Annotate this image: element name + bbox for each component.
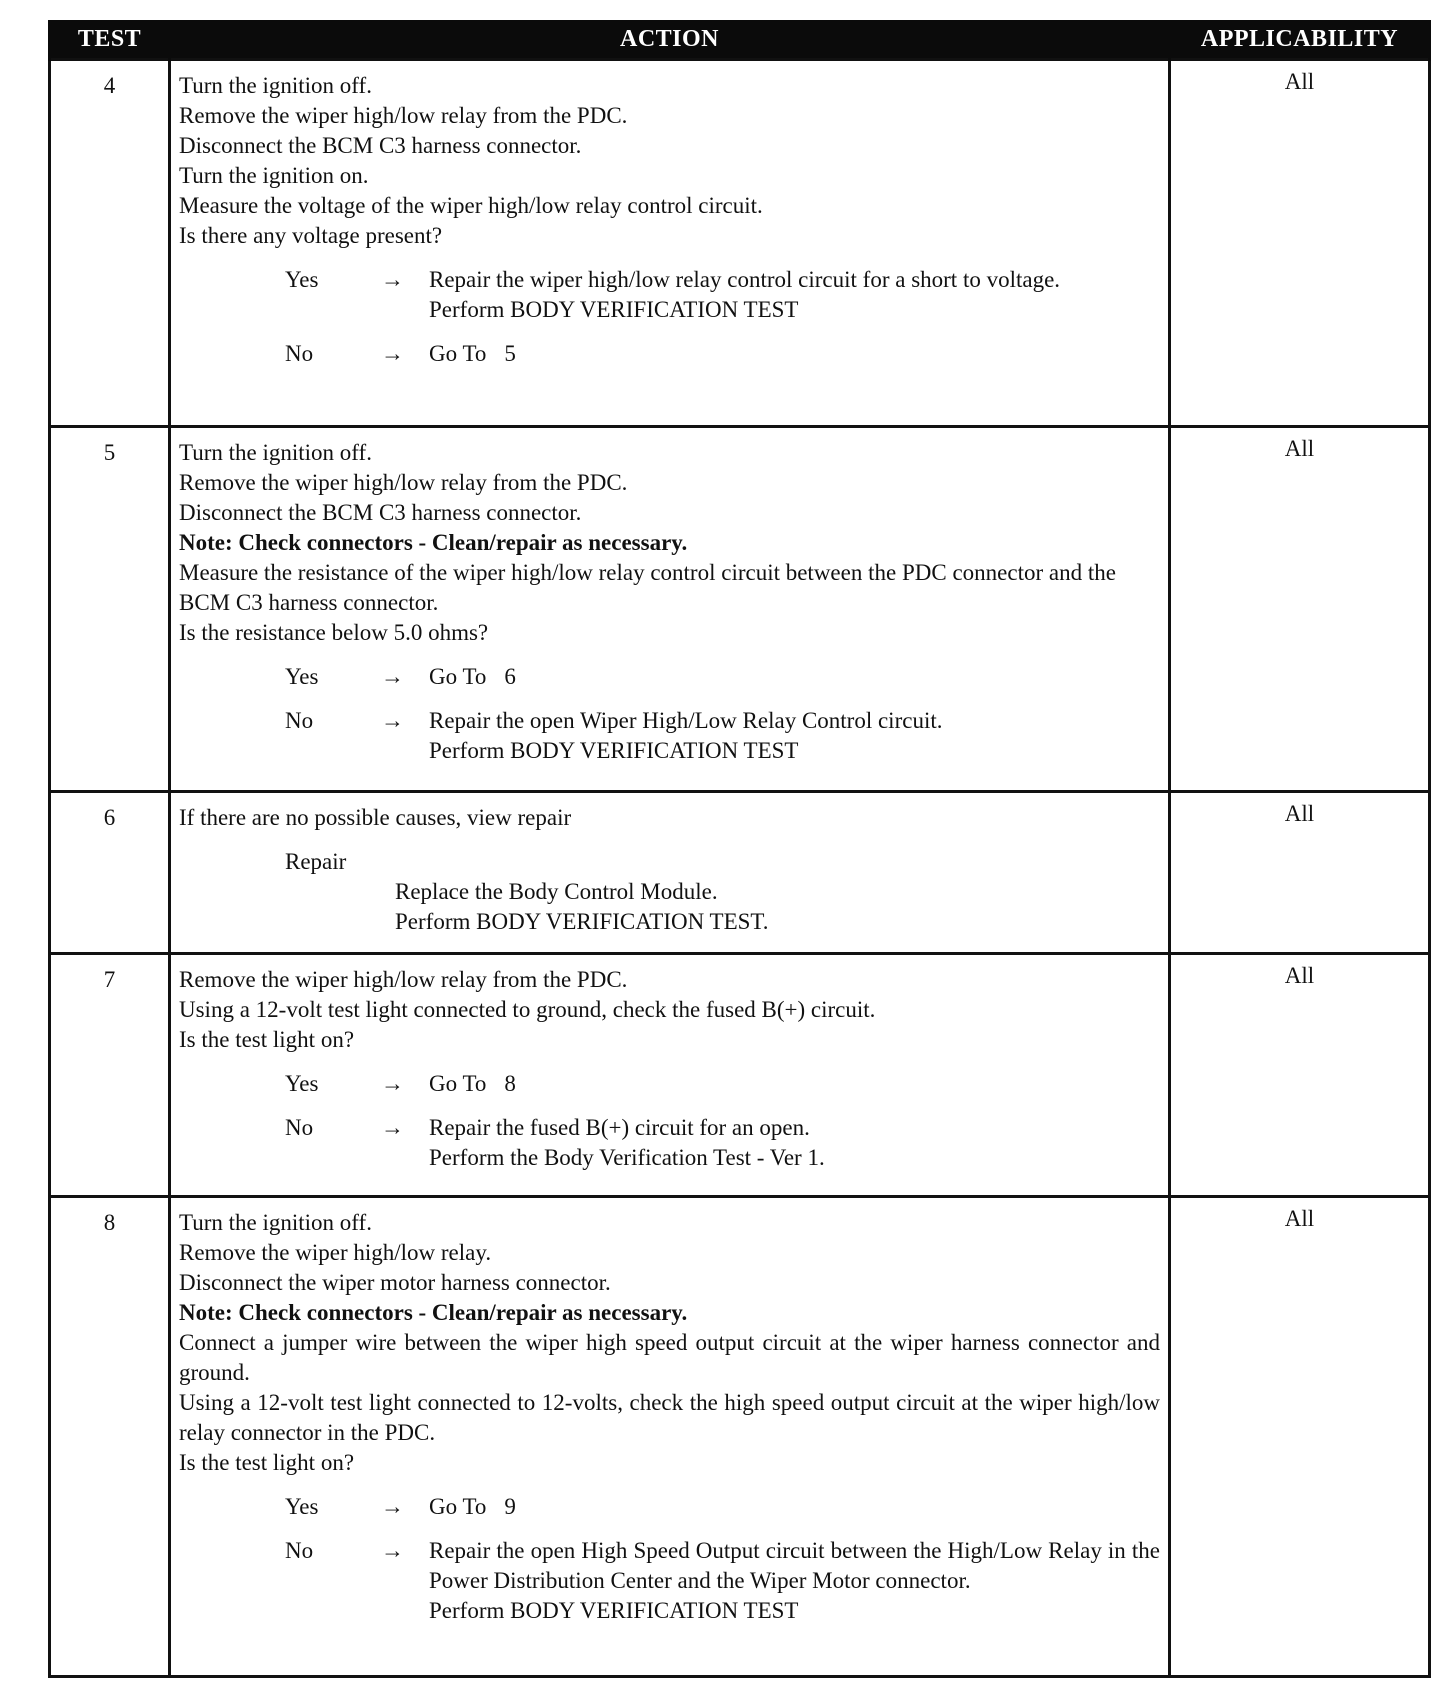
repair-label: Repair: [285, 849, 347, 874]
no-branch: [179, 706, 1160, 766]
action-cell: [170, 792, 1170, 954]
action-note: Note: Check connectors - Clean/repair as necessary.: [179, 530, 688, 555]
branch-text: Repair the open Wiper High/Low Relay Control circuit.: [429, 708, 943, 733]
action-note: Note: Check connectors - Clean/repair as necessary.: [179, 1300, 688, 1325]
action-step: Disconnect the BCM C3 harness connector.: [179, 133, 582, 158]
branch-perform: Perform the Body Verification Test - Ver 1.: [429, 1145, 825, 1170]
branch-label: No: [285, 708, 314, 733]
branch-label: No: [285, 341, 314, 366]
applicability-value: All: [1170, 427, 1430, 792]
branch-body: [429, 706, 1160, 766]
branch-text: Repair the open High Speed Output circuit between the High/Low Relay in the Power Distribution Center and the Wiper Motor connector.: [429, 1538, 1160, 1593]
test-number: 7: [50, 954, 170, 1197]
diagnostic-table-sheet: [48, 20, 1428, 1678]
table-row: [50, 954, 1430, 1197]
action-cell: [170, 1197, 1170, 1677]
yes-branch: [179, 1069, 1160, 1099]
action-cell: [170, 60, 1170, 427]
action-cell: [170, 427, 1170, 792]
goto-number: 5: [504, 341, 516, 366]
branch-body: [429, 1113, 1160, 1173]
no-branch: [179, 1113, 1160, 1173]
action-step: Turn the ignition off.: [179, 73, 372, 98]
branch-text: Repair the wiper high/low relay control circuit for a short to voltage.: [429, 267, 1061, 292]
header-applicability: APPLICABILITY: [1170, 20, 1430, 60]
branch-body: [429, 1492, 1160, 1522]
branch-label: No: [285, 1115, 314, 1140]
goto-number: 6: [504, 664, 516, 689]
action-cell: [170, 954, 1170, 1197]
applicability-value: All: [1170, 954, 1430, 1197]
branch-body: [429, 265, 1160, 325]
table-header-row: [50, 20, 1430, 60]
repair-body: [179, 877, 1160, 937]
header-test: TEST: [50, 20, 170, 60]
branch-text: Repair the fused B(+) circuit for an open.: [429, 1115, 810, 1140]
arrow-icon: →: [381, 267, 404, 292]
action-step: Turn the ignition on.: [179, 163, 369, 188]
action-step: Connect a jumper wire between the wiper high speed output circuit at the wiper harness connector and ground.: [179, 1330, 1160, 1385]
branch-body: [429, 1536, 1160, 1626]
action-step: Using a 12-volt test light connected to 12-volts, check the high speed output circuit at the wiper high/low relay connector in the PDC.: [179, 1390, 1160, 1445]
branch-label: Yes: [285, 1494, 319, 1519]
branch-body: [429, 339, 1160, 369]
applicability-value: All: [1170, 1197, 1430, 1677]
yes-branch: [179, 265, 1160, 325]
test-number: 6: [50, 792, 170, 954]
table-row: [50, 427, 1430, 792]
test-number: 4: [50, 60, 170, 427]
table-row: [50, 1197, 1430, 1677]
test-number: 8: [50, 1197, 170, 1677]
diagnostic-test-table: [48, 20, 1431, 1678]
branch-body: [429, 662, 1160, 692]
applicability-value: All: [1170, 792, 1430, 954]
goto-text: Go To: [429, 664, 487, 689]
no-branch: [179, 1536, 1160, 1626]
arrow-icon: →: [381, 341, 404, 366]
header-action: ACTION: [170, 20, 1170, 60]
action-question: Is there any voltage present?: [179, 223, 443, 248]
action-question: Is the resistance below 5.0 ohms?: [179, 620, 489, 645]
action-step: Remove the wiper high/low relay from the PDC.: [179, 967, 628, 992]
action-question: Is the test light on?: [179, 1027, 355, 1052]
test-number: 5: [50, 427, 170, 792]
branch-perform: Perform BODY VERIFICATION TEST: [429, 738, 799, 763]
arrow-icon: →: [381, 1494, 404, 1519]
action-question: Is the test light on?: [179, 1450, 355, 1475]
arrow-icon: →: [381, 664, 404, 689]
yes-branch: [179, 662, 1160, 692]
applicability-value: All: [1170, 60, 1430, 427]
action-step: Remove the wiper high/low relay from the PDC.: [179, 103, 628, 128]
table-row: [50, 60, 1430, 427]
action-step: Turn the ignition off.: [179, 1210, 372, 1235]
arrow-icon: →: [381, 708, 404, 733]
arrow-icon: →: [381, 1071, 404, 1096]
action-step: Disconnect the BCM C3 harness connector.: [179, 500, 582, 525]
branch-label: Yes: [285, 664, 319, 689]
action-step: If there are no possible causes, view repair: [179, 805, 572, 830]
branch-label: No: [285, 1538, 314, 1563]
branch-perform: Perform BODY VERIFICATION TEST: [429, 1598, 799, 1623]
action-step: Disconnect the wiper motor harness connector.: [179, 1270, 611, 1295]
branch-perform: Perform BODY VERIFICATION TEST: [429, 297, 799, 322]
action-step: Turn the ignition off.: [179, 440, 372, 465]
goto-text: Go To: [429, 1494, 487, 1519]
action-step: Remove the wiper high/low relay.: [179, 1240, 492, 1265]
goto-number: 9: [504, 1494, 516, 1519]
action-step: Measure the resistance of the wiper high/low relay control circuit between the PDC connector and the BCM C3 harness connector.: [179, 560, 1116, 615]
action-step: Remove the wiper high/low relay from the PDC.: [179, 470, 628, 495]
goto-number: 8: [504, 1071, 516, 1096]
no-branch: [179, 339, 1160, 369]
arrow-icon: →: [381, 1115, 404, 1140]
repair-line: Replace the Body Control Module.: [395, 879, 718, 904]
repair-line: Perform BODY VERIFICATION TEST.: [395, 909, 769, 934]
goto-text: Go To: [429, 341, 487, 366]
arrow-icon: →: [381, 1538, 404, 1563]
goto-text: Go To: [429, 1071, 487, 1096]
yes-branch: [179, 1492, 1160, 1522]
branch-label: Yes: [285, 1071, 319, 1096]
branch-label: Yes: [285, 267, 319, 292]
action-step: Measure the voltage of the wiper high/low relay control circuit.: [179, 193, 763, 218]
branch-body: [429, 1069, 1160, 1099]
action-step: Using a 12-volt test light connected to ground, check the fused B(+) circuit.: [179, 997, 876, 1022]
table-row: [50, 792, 1430, 954]
